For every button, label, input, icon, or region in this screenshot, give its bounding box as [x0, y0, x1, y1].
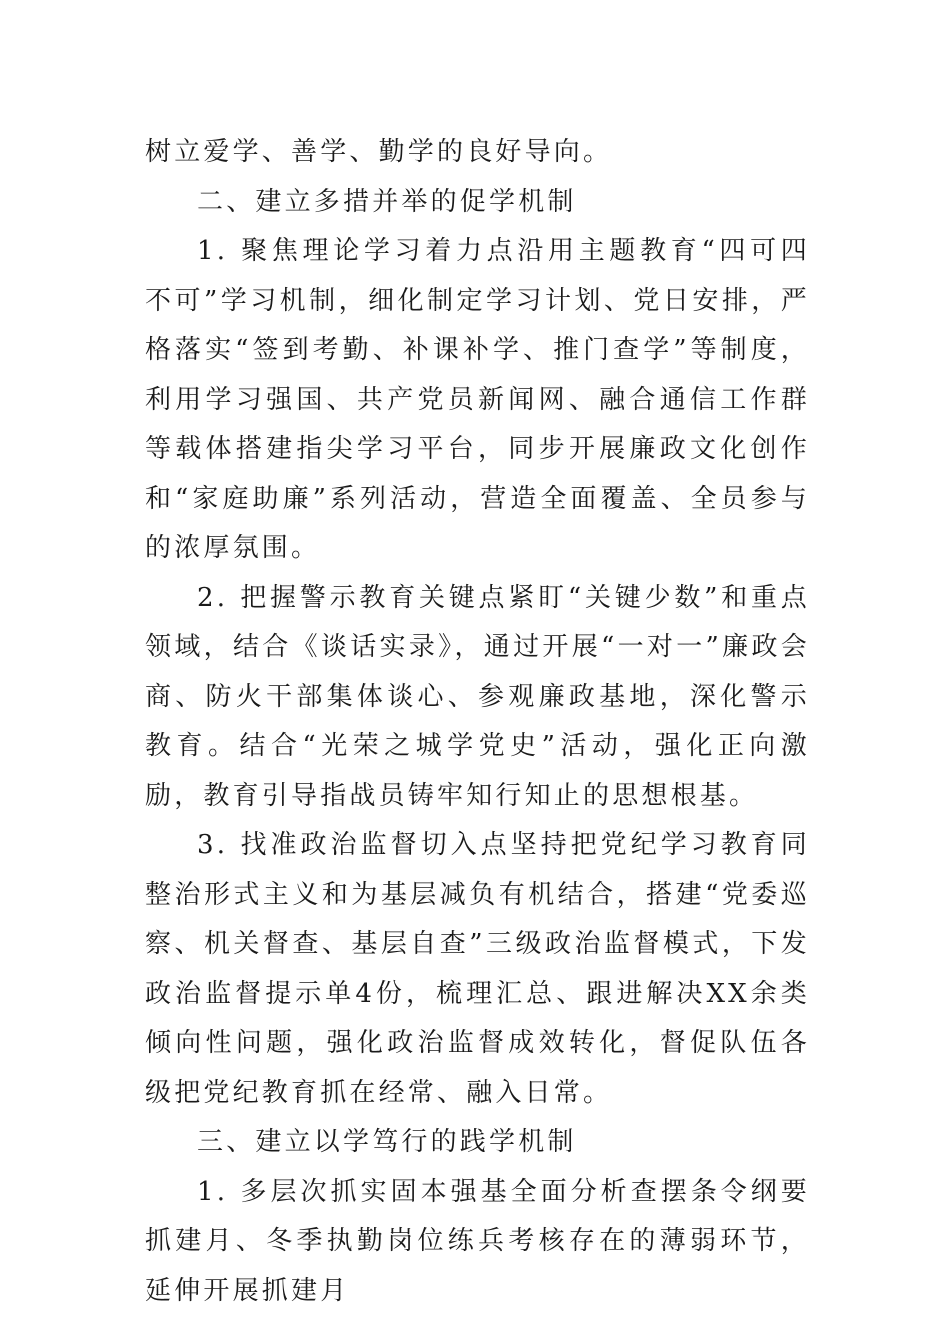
section-heading-3: 三、建立以学笃行的践学机制: [197, 1127, 577, 1157]
paragraph-2-2: 2. 把握警示教育关键点紧盯“关键少数”和重点领域，结合《谈话实录》，通过开展“一对一”廉政会商、防火干部集体谈心、参观廉政基地，深化警示教育。结合“光荣之城学党史”活动，强化正向激励，教育引导指战员铸牢知行知止的思想根基。: [145, 582, 810, 811]
paragraph-continuation: 树立爱学、善学、勤学的良好导向。: [145, 137, 613, 167]
paragraph-3-1: 1. 多层次抓实固本强基全面分析查摆条令纲要抓建月、冬季执勤岗位练兵考核存在的薄弱环节，延伸开展抓建月: [145, 1176, 810, 1306]
document-body: [145, 128, 810, 1316]
paragraph-2-3: 3. 找准政治监督切入点坚持把党纪学习教育同整治形式主义和为基层减负有机结合，搭建“党委巡察、机关督查、基层自查”三级政治监督模式，下发政治监督提示单4份，梳理汇总、跟进解决XX余类倾向性问题，强化政治监督成效转化，督促队伍各级把党纪教育抓在经常、融入日常。: [145, 830, 810, 1108]
paragraph-2-1: 1. 聚焦理论学习着力点沿用主题教育“四可四不可”学习机制，细化制定学习计划、党日安排，严格落实“签到考勤、补课补学、推门查学”等制度，利用学习强国、共产党员新闻网、融合通信工作群等载体搭建指尖学习平台，同步开展廉政文化创作和“家庭助廉”系列活动，营造全面覆盖、全员参与的浓厚氛围。: [145, 236, 810, 563]
section-heading-2: 二、建立多措并举的促学机制: [197, 186, 577, 217]
